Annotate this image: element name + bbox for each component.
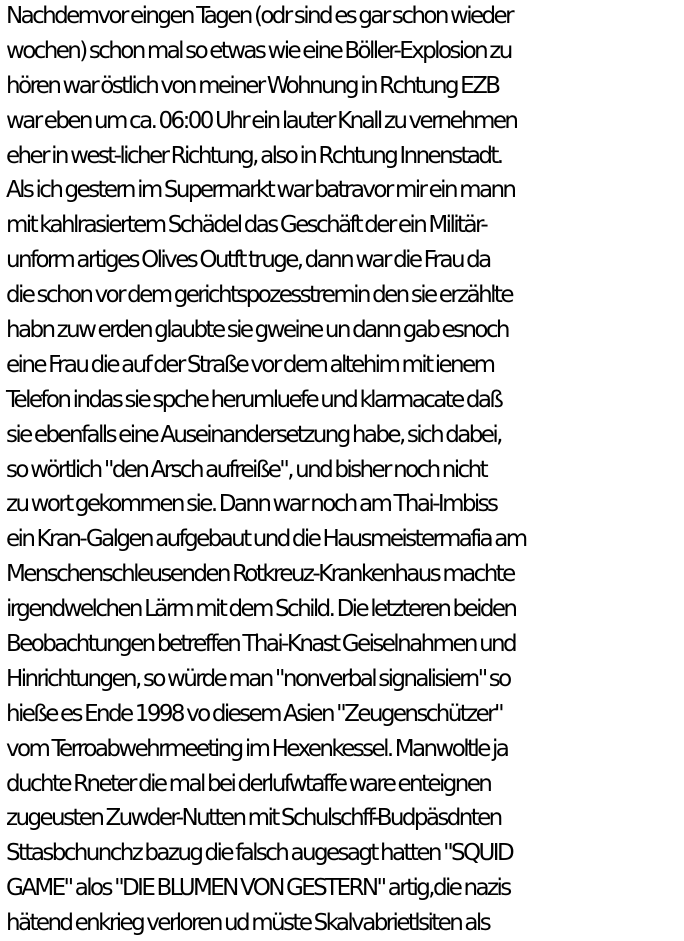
- text-line: Menschenschleusenden Rotkreuz-Krankenhaus machte: [6, 561, 514, 588]
- text-line: die schon vor dem gerichtspozesstremin den sie erzählte: [6, 282, 512, 309]
- text-line: eher in west-licher Richtung, also in Rchtung Innenstadt.: [6, 142, 502, 169]
- text-line: habn zuw erden glaubte sie gweine un dann gab esnoch: [6, 317, 508, 344]
- text-line: Sttasbchunchz bazug die falsch augesagt hatten "SQUID: [6, 840, 513, 867]
- text-line: Als ich gestern im Supermarkt war batravor mir ein mann: [6, 177, 515, 204]
- text-line: Telefon indas sie spche herumluefe und klarmacate daß: [6, 386, 502, 413]
- text-line: so wörtlich "den Arsch aufreiße", und bisher noch nicht: [6, 456, 486, 483]
- text-line: Nachdemvor eingen Tagen (odr sind es gar schon wieder: [6, 3, 512, 29]
- body-text: [6, 0, 684, 941]
- text-line: Hinrichtungen, so würde man "nonverbal signalisiern" so: [6, 665, 510, 692]
- text-line: hören war östlich von meiner Wohnung in Rchtung EZB: [6, 72, 499, 99]
- text-line: eine Frau die auf der Straße vor dem altehim mit ienem: [6, 351, 494, 378]
- text-line: hieße es Ende 1998 vo diesem Asien "Zeugenschützer": [6, 700, 503, 727]
- text-line: hätend enkrieg verloren ud müste Skalvabrietlsiten als: [6, 910, 490, 937]
- text-line: duchte Rneter die mal bei derlufwtaffe ware enteignen: [6, 770, 491, 797]
- text-line: unform artiges Olives Outft truge, dann war die Frau da: [6, 247, 490, 274]
- text-line: zu wort gekommen sie. Dann war noch am Thai-Imbiss: [6, 491, 497, 518]
- text-line: sie ebenfalls eine Auseinandersetzung habe, sich dabei,: [6, 421, 501, 448]
- text-line: mit kahlrasiertem Schädel das Geschäft der ein Militär-: [6, 212, 487, 239]
- text-line: vom Terroabwehrmeeting im Hexenkessel. Manwoltle ja: [6, 735, 508, 762]
- text-line: Beobachtungen betreffen Thai-Knast Geiselnahmen und: [6, 631, 516, 658]
- text-line: wochen) schon mal so etwas wie eine Böller-Explosion zu: [6, 37, 511, 64]
- text-line: GAME" alos "DIE BLUMEN VON GESTERN" artig,die nazis: [6, 875, 510, 902]
- text-line: zugeusten Zuwder-Nutten mit Schulschff-Budpäsdnten: [6, 805, 501, 832]
- text-line: war eben um ca. 06:00 Uhr ein lauter Knall zu vernehmen: [6, 107, 517, 134]
- text-line: ein Kran-Galgen aufgebaut und die Hausmeistermafia am: [6, 526, 526, 553]
- text-line: irgendwelchen Lärm mit dem Schild. Die letzteren beiden: [6, 596, 516, 623]
